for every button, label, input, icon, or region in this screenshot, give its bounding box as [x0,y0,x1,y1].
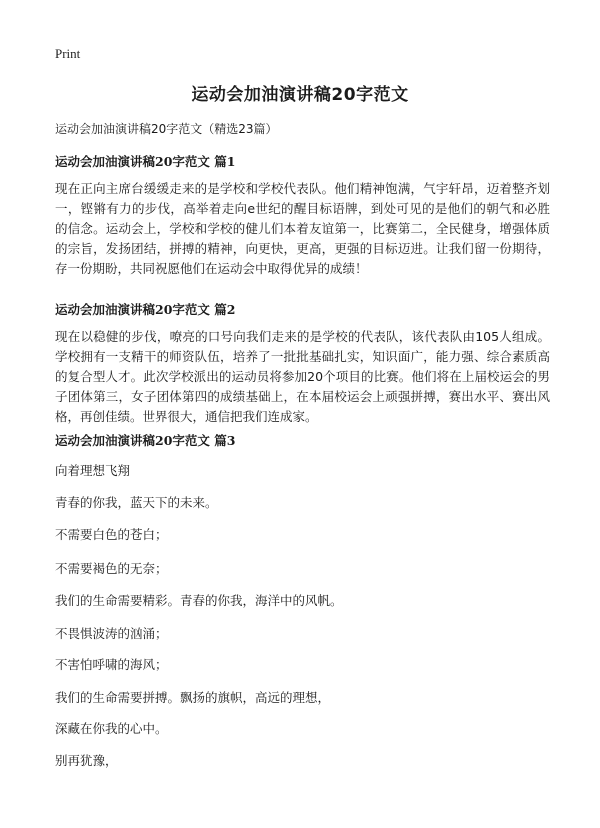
poem-line: 我们的生命需要拼搏。飘扬的旗帜，高远的理想， [55,690,331,705]
section-1-paragraph: 现在正向主席台缓缓走来的是学校和学校代表队。他们精神饱满，气宇轩昂，迈着整齐划一，铿锵有力的步伐，高举着走向e世纪的醒目标语牌，到处可见的是他们的朝气和必胜的信念。运动会上，学校和学校的健儿们本着友谊第一，比赛第二，全民健身，增强体质的宗旨，发扬团结，拼搏的精神，向更快，更高，更强的目标迈进。让我们留一份期待，存一份期盼，共同祝愿他们在运动会中取得优异的成绩！ [55,181,550,276]
poem-line: 别再犹豫， [55,753,118,768]
poem-line: 不害怕呼啸的海风； [55,657,168,672]
section-2-paragraph: 现在以稳健的步伐，嘹亮的口号向我们走来的是学校的代表队，该代表队由105人组成。学校拥有一支精干的师资队伍，培养了一批批基础扎实，知识面广，能力强、综合素质高的复合型人才。此次学校派出的运动员将参加20个项目的比赛。他们将在上届校运会的男子团体第三，女子团体第四的成绩基础上，在本届校运会上顽强拼搏，赛出水平、赛出风格，再创佳绩。世界很大，通信把我们连成家。 [55,329,550,424]
section-heading-2: 运动会加油演讲稿20字范文 篇2 [55,302,236,317]
print-link[interactable]: Print [55,46,81,61]
section-heading-1: 运动会加油演讲稿20字范文 篇1 [55,154,236,169]
poem-line: 不需要褐色的无奈； [55,561,168,576]
poem-line: 我们的生命需要精彩。青春的你我，海洋中的风帆。 [55,593,343,608]
poem-line: 不畏惧波涛的汹涌； [55,626,168,641]
poem-line: 深藏在你我的心中。 [55,721,168,736]
poem-line: 向着理想飞翔 [55,463,131,478]
page-title: 运动会加油演讲稿20字范文 [191,85,409,105]
document-subtitle: 运动会加油演讲稿20字范文（精选23篇） [55,122,278,136]
poem-line: 青春的你我，蓝天下的未来。 [55,495,218,510]
poem-line: 不需要白色的苍白； [55,527,168,542]
section-heading-3: 运动会加油演讲稿20字范文 篇3 [55,433,236,448]
